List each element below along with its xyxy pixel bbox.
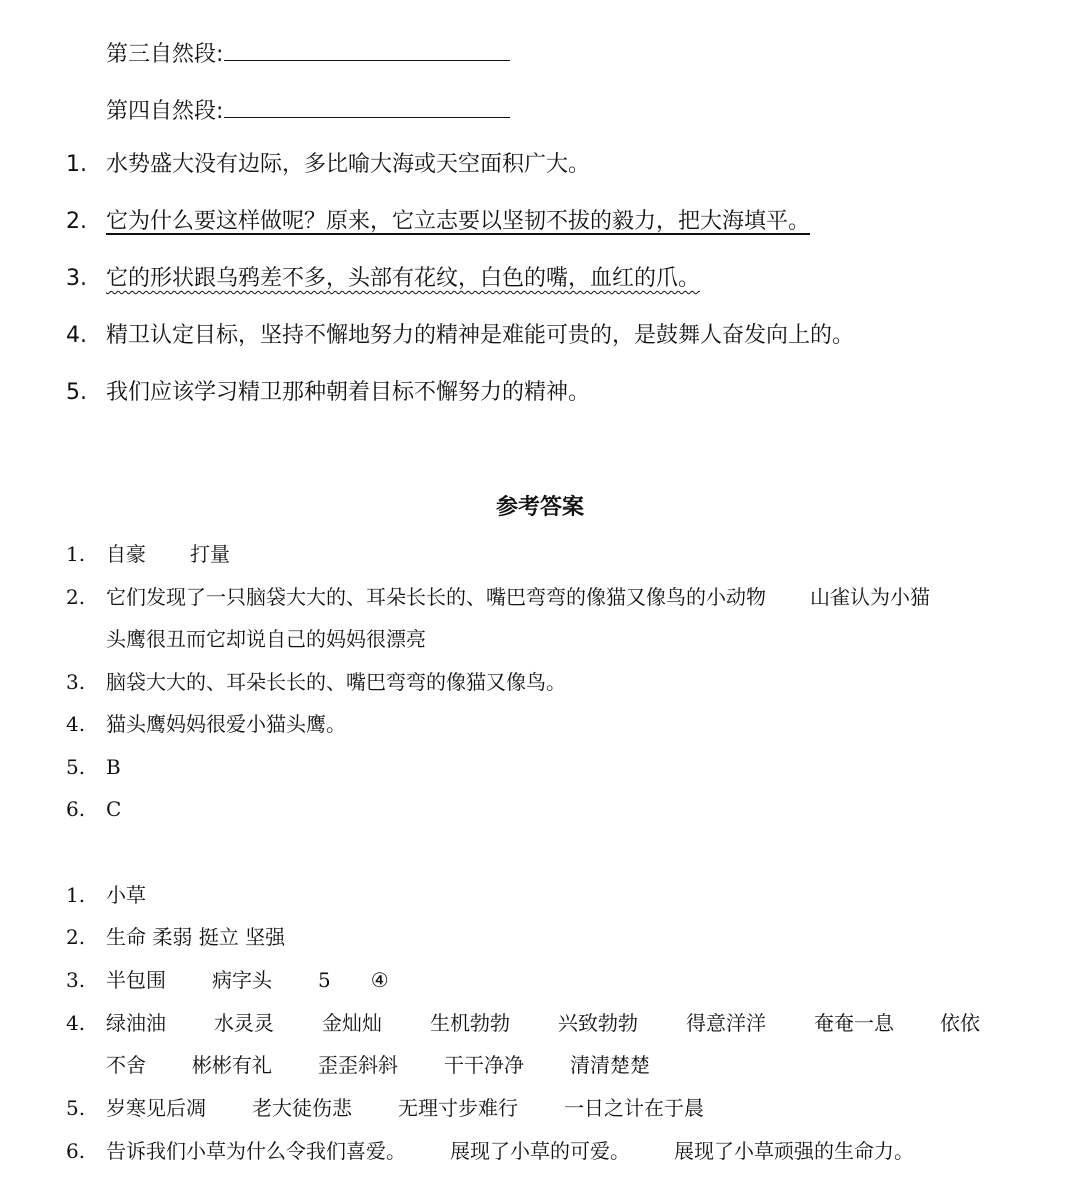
sentence-text: 水势盛大没有边际，多比喻大海或天空面积广大。 [106,152,591,177]
answer-continuation [106,1051,650,1079]
sentence-item [66,378,590,408]
answer-part: 干干净净 [444,1053,524,1077]
answer-part: 歪歪斜斜 [318,1053,398,1077]
answer-item [66,795,121,823]
answer-item [66,583,930,611]
item-number: 2. [66,209,87,234]
sentence-item [66,150,590,180]
answer-part: 兴致勃勃 [558,1011,638,1035]
answer-part: 病字头 [212,968,272,992]
sentence-item [66,321,854,351]
item-number: 6. [66,1139,86,1163]
item-number: 6. [66,797,86,821]
answer-item [66,710,346,738]
item-number: 3. [66,968,86,992]
paragraph-blank-3 [106,36,510,70]
answer-item [66,1094,704,1122]
answer-part: 展现了小草的可爱。 [450,1139,630,1163]
answer-item [66,753,121,781]
answer-part: 依依 [940,1011,980,1035]
answer-blank[interactable] [224,36,510,61]
sentence-item [66,264,700,294]
answer-part: 脑袋大大的、耳朵长长的、嘴巴弯弯的像猫又像鸟。 [106,670,566,694]
item-number: 3. [66,266,87,291]
answer-item [66,881,146,909]
item-number: 4. [66,1011,86,1035]
item-number: 4. [66,323,87,348]
answer-part: C [106,797,122,821]
answer-part: 小草 [106,883,146,907]
answer-part: 老大徒伤悲 [252,1096,352,1120]
answer-part: 不舍 [106,1053,146,1077]
item-number: 5. [66,755,86,779]
answer-part: B [106,755,121,779]
answer-part: 自豪 [106,542,146,566]
paragraph-blank-4 [106,93,510,127]
answer-part: 半包围 [106,968,166,992]
item-number: 4. [66,712,86,736]
answer-part: 彬彬有礼 [192,1053,272,1077]
answer-part: 它们发现了一只脑袋大大的、耳朵长长的、嘴巴弯弯的像猫又像鸟的小动物 [106,585,766,609]
answer-part: 岁寒见后凋 [106,1096,206,1120]
item-number: 1. [66,152,87,177]
item-number: 5. [66,380,87,405]
answer-item [66,540,230,568]
answer-part: 山雀认为小猫 [810,585,930,609]
answers-title: 参考答案 [495,495,584,520]
answer-item [66,1009,980,1037]
sentence-text: 精卫认定目标，坚持不懈地努力的精神是难能可贵的，是鼓舞人奋发向上的。 [106,323,855,348]
answer-part: 得意洋洋 [686,1011,766,1035]
item-number: 1. [66,883,86,907]
answer-part: 生命 柔弱 挺立 坚强 [106,925,286,949]
answer-part: 奄奄一息 [814,1011,894,1035]
item-number: 2. [66,925,86,949]
item-number: 3. [66,670,86,694]
paragraph-label: 第四自然段: [106,99,224,124]
answer-item [66,1137,914,1165]
sentence-text: 我们应该学习精卫那种朝着目标不懈努力的精神。 [106,380,591,405]
sentence-item [66,207,810,237]
paragraph-label: 第三自然段: [106,42,224,67]
answer-item [66,668,566,696]
answer-part: 水灵灵 [214,1011,274,1035]
answer-part: 打量 [190,542,230,566]
item-number: 2. [66,585,86,609]
answer-part: 绿油油 [106,1011,166,1035]
answer-part: ④ [370,968,389,992]
answer-part: 无理寸步难行 [398,1096,518,1120]
underlined-sentence-text: 它为什么要这样做呢？原来，它立志要以坚韧不拔的毅力，把大海填平。 [106,209,811,234]
answer-part: 5 [318,968,331,992]
answer-blank[interactable] [224,93,510,118]
item-number: 5. [66,1096,86,1120]
answer-item [66,966,389,994]
answer-part: 一日之计在于晨 [564,1096,704,1120]
answer-part: 告诉我们小草为什么令我们喜爱。 [106,1139,406,1163]
item-number: 1. [66,542,86,566]
answer-continuation: 头鹰很丑而它却说自己的妈妈很漂亮 [106,627,426,651]
answer-part: 生机勃勃 [430,1011,510,1035]
wavy-underlined-sentence-text: 它的形状跟乌鸦差不多，头部有花纹，白色的嘴，血红的爪。 [106,266,701,291]
answer-part: 猫头鹰妈妈很爱小猫头鹰。 [106,712,346,736]
answer-item [66,923,285,951]
answer-part: 金灿灿 [322,1011,382,1035]
answer-part: 展现了小草顽强的生命力。 [674,1139,914,1163]
answer-part: 清清楚楚 [570,1053,650,1077]
